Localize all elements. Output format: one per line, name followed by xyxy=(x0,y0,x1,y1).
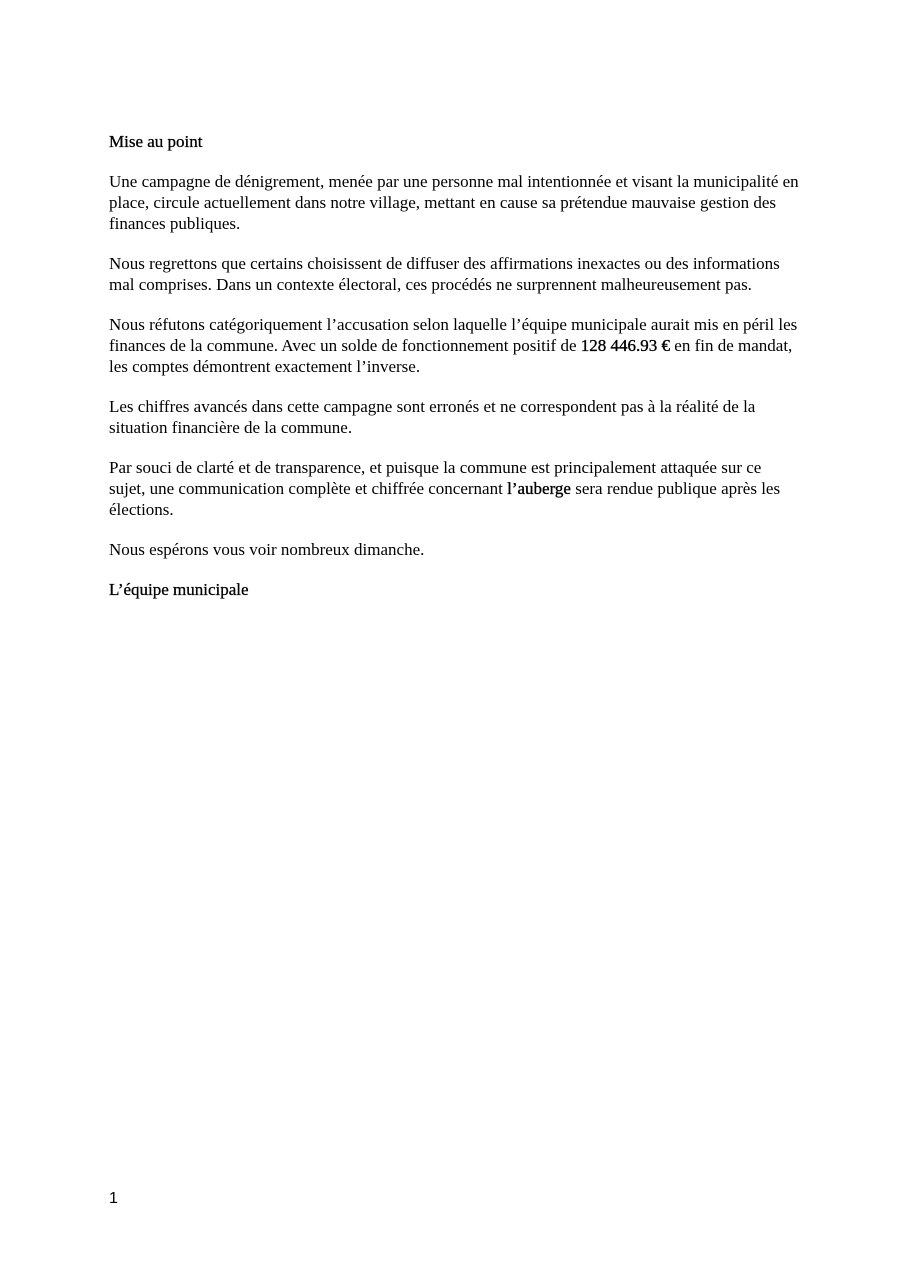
paragraph-transparency-end: sera rendue publique après les élections. xyxy=(109,479,781,519)
paragraph-campaign: Une campagne de dénigrement, menée par une personne mal intentionnée et visant la municipalité en place, circule actuellement dans notre village, mettant en cause sa prétendue mauvaise gestion des finances publiques. xyxy=(109,172,799,233)
paragraph-transparency xyxy=(109,457,799,520)
balance-amount: 128 446.93 € xyxy=(580,336,671,355)
paragraph-regret: Nous regrettons que certains choisissent de diffuser des affirmations inexactes ou des informations mal comprises. Dans un contexte électoral, ces procédés ne surprennent malheureusement pas. xyxy=(109,254,780,294)
paragraph-figures: Les chiffres avancés dans cette campagne sont erronés et ne correspondent pas à la réalité de la situation financière de la commune. xyxy=(109,397,756,437)
paragraph-transparency-start: Par souci de clarté et de transparence, et puisque la commune est principalement attaquée sur ce sujet, une communication complète et chiffrée concernant xyxy=(109,458,762,498)
auberge-emphasis: l’auberge xyxy=(507,479,571,498)
document-title: Mise au point xyxy=(109,132,203,151)
signature: L’équipe municipale xyxy=(109,580,249,599)
paragraph-refutation xyxy=(109,314,799,377)
paragraph-refutation-start: Nous réfutons catégoriquement l’accusation selon laquelle l’équipe municipale aurait mis en péril les finances de la commune. Avec un solde de fonctionnement positif de xyxy=(109,315,798,355)
document-page xyxy=(109,131,799,600)
page-number: 1 xyxy=(109,1190,118,1207)
paragraph-refutation-end: en fin de mandat, les comptes démontrent exactement l’inverse. xyxy=(109,336,793,376)
paragraph-closing: Nous espérons vous voir nombreux dimanche. xyxy=(109,540,425,559)
